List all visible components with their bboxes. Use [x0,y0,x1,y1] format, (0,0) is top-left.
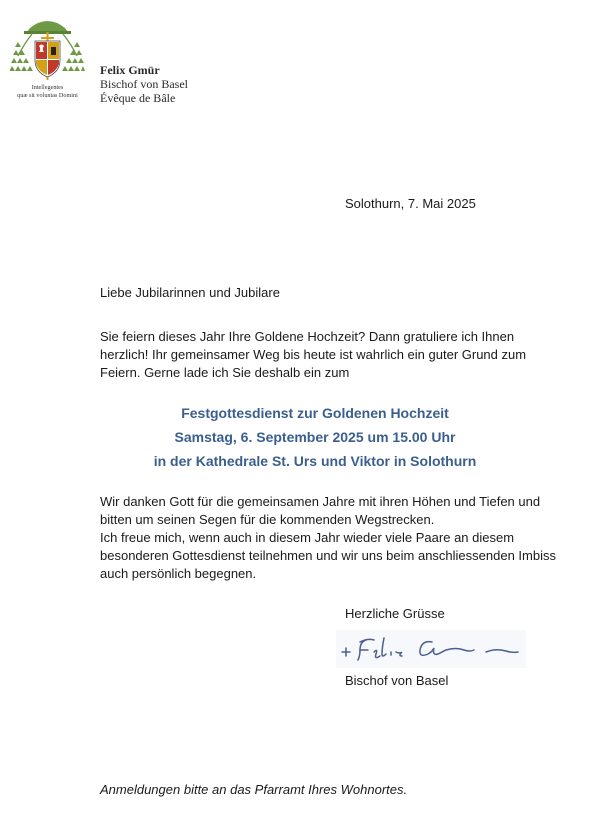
event-title: Festgottesdienst zur Goldenen Hochzeit [181,405,449,421]
signature-icon [336,630,526,668]
motto-line-2: quæ sit voluntas Domini [17,91,78,99]
salutation: Liebe Jubilarinnen und Jubilare [100,285,280,300]
event-datetime: Samstag, 6. September 2025 um 15.00 Uhr [174,429,456,445]
paragraph-thanks: Wir danken Gott für die gemeinsamen Jahre mit ihren Höhen und Tiefen und bitten um seinen Segen für die kommenden Wegstrecken. [100,494,541,527]
paragraph-intro: Sie feiern dieses Jahr Ihre Goldene Hochzeit? Dann gratuliere ich Ihnen herzlich! Ihr gemeinsamer Weg bis heute ist wahrlich ein guter Grund zum Feiern. Gerne lade ich Sie deshalb ein zum [100,329,527,380]
closing: Herzliche Grüsse [345,606,445,621]
letter-date: Solothurn, 7. Mai 2025 [345,196,476,211]
paragraph-invitation: Ich freue mich, wenn auch in diesem Jahr wieder viele Paare an diesem besonderen Gottesdienst teilnehmen und wir uns beim anschliessenden Imbiss auch persönlich begegnen. [100,530,556,581]
sender-block [100,63,188,105]
sender-name: Felix Gmür [100,63,160,77]
sender-title-de: Bischof von Basel [100,77,188,91]
motto-line-1: Intellegentes [31,84,64,91]
event-location: in der Kathedrale St. Urs und Viktor in Solothurn [153,453,477,469]
signature-title: Bischof von Basel [345,673,449,688]
footer-note: Anmeldungen bitte an das Pfarramt Ihres Wohnortes. [100,782,408,797]
motto [10,84,85,99]
sender-title-fr: Évêque de Bâle [100,91,176,105]
event-block [100,401,530,473]
